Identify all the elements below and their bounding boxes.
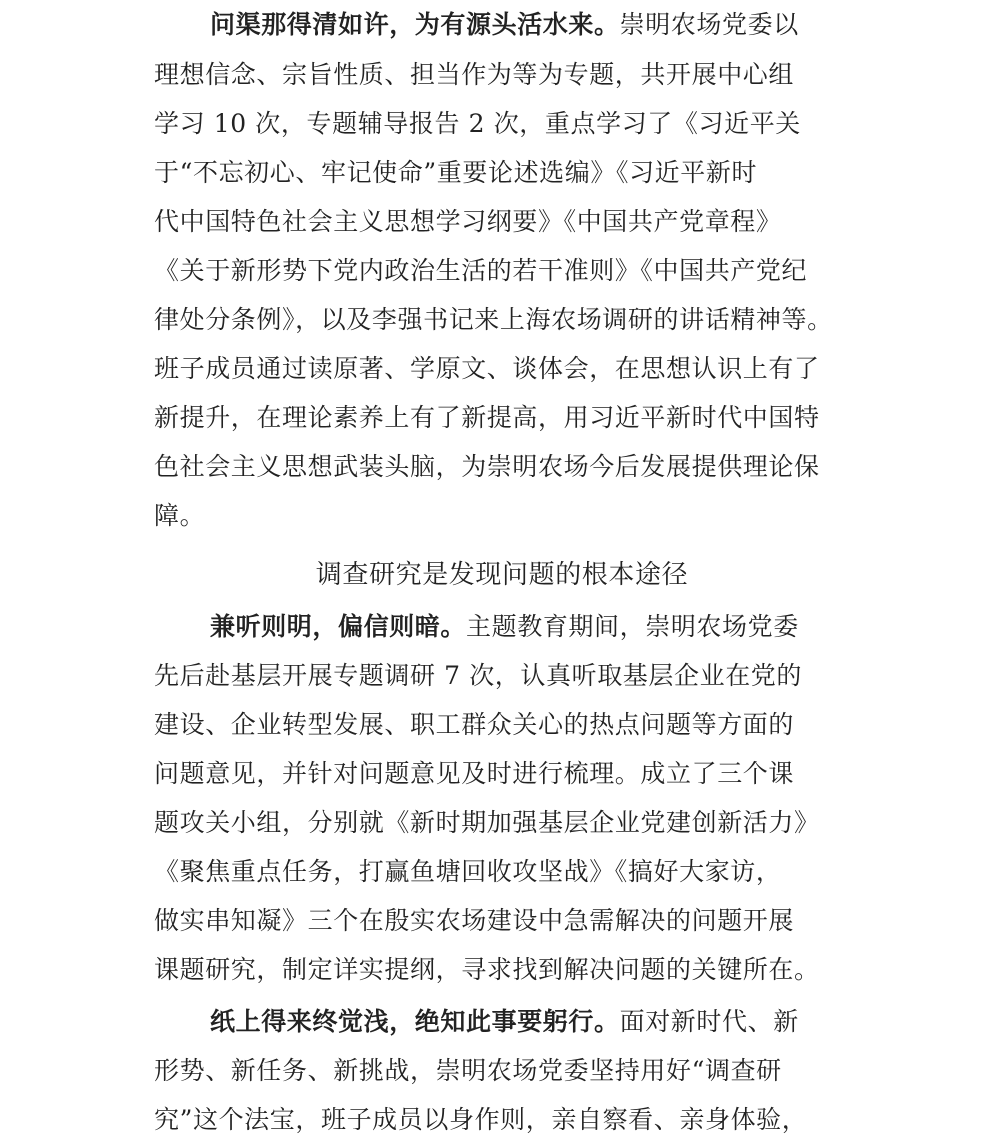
paragraph-2-first-line	[210, 610, 799, 644]
paragraph-3-first-line	[210, 1005, 799, 1039]
paragraph-1-line: 律处分条例》，以及李强书记来上海农场调研的讲话精神等。	[154, 305, 833, 334]
section-heading: 调查研究是发现问题的根本途径	[315, 560, 689, 590]
paragraph-1-line: 理想信念、宗旨性质、担当作为等为专题，共开展中心组	[154, 60, 795, 89]
paragraph-2-line: 做实串知凝》三个在殷实农场建设中急需解决的问题开展	[154, 906, 795, 935]
paragraph-1-line: 障。	[154, 501, 206, 530]
paragraph-1-line: 色社会主义思想武装头脑，为崇明农场今后发展提供理论保	[154, 452, 820, 481]
paragraph-2-lead: 兼听则明，偏信则暗。	[210, 612, 467, 641]
paragraph-3-first-rest: 面对新时代、新	[619, 1007, 799, 1036]
paragraph-1-line: 《关于新形势下党内政治生活的若干准则》《中国共产党纪	[154, 256, 808, 285]
paragraph-3-line: 究”这个法宝，班子成员以身作则，亲自察看、亲身体验，	[154, 1105, 808, 1134]
paragraph-1-line: 代中国特色社会主义思想学习纲要》《中国共产党章程》	[154, 207, 782, 236]
paragraph-1-first-rest: 崇明农场党委以	[619, 10, 799, 39]
paragraph-1-first-line	[210, 8, 799, 42]
paragraph-2-line: 建设、企业转型发展、职工群众关心的热点问题等方面的	[154, 710, 795, 739]
paragraph-2-line: 题攻关小组，分别就《新时期加强基层企业党建创新活力》	[154, 808, 820, 837]
paragraph-2-line: 课题研究，制定详实提纲，寻求找到解决问题的关键所在。	[154, 955, 820, 984]
paragraph-1-lead: 问渠那得清如许，为有源头活水来。	[210, 10, 620, 39]
paragraph-1-line: 班子成员通过读原著、学原文、谈体会，在思想认识上有了	[154, 354, 820, 383]
paragraph-3-line: 形势、新任务、新挑战，崇明农场党委坚持用好“调查研	[154, 1056, 782, 1085]
paragraph-2-line: 《聚焦重点任务，打赢鱼塘回收攻坚战》《搞好大家访，	[154, 857, 782, 886]
paragraph-2-line: 问题意见，并针对问题意见及时进行梳理。成立了三个课	[154, 759, 795, 788]
paragraph-2-first-rest: 主题教育期间，崇明农场党委	[466, 612, 799, 641]
paragraph-1-line: 新提升，在理论素养上有了新提高，用习近平新时代中国特	[154, 403, 820, 432]
paragraph-2-line: 先后赴基层开展专题调研 7 次，认真听取基层企业在党的	[154, 661, 803, 690]
paragraph-3-lead: 纸上得来终觉浅，绝知此事要躬行。	[210, 1007, 620, 1036]
paragraph-1-line: 于“不忘初心、牢记使命”重要论述选编》《习近平新时	[154, 158, 758, 187]
paragraph-1-line: 学习 10 次，专题辅导报告 2 次，重点学习了《习近平关	[154, 109, 801, 138]
